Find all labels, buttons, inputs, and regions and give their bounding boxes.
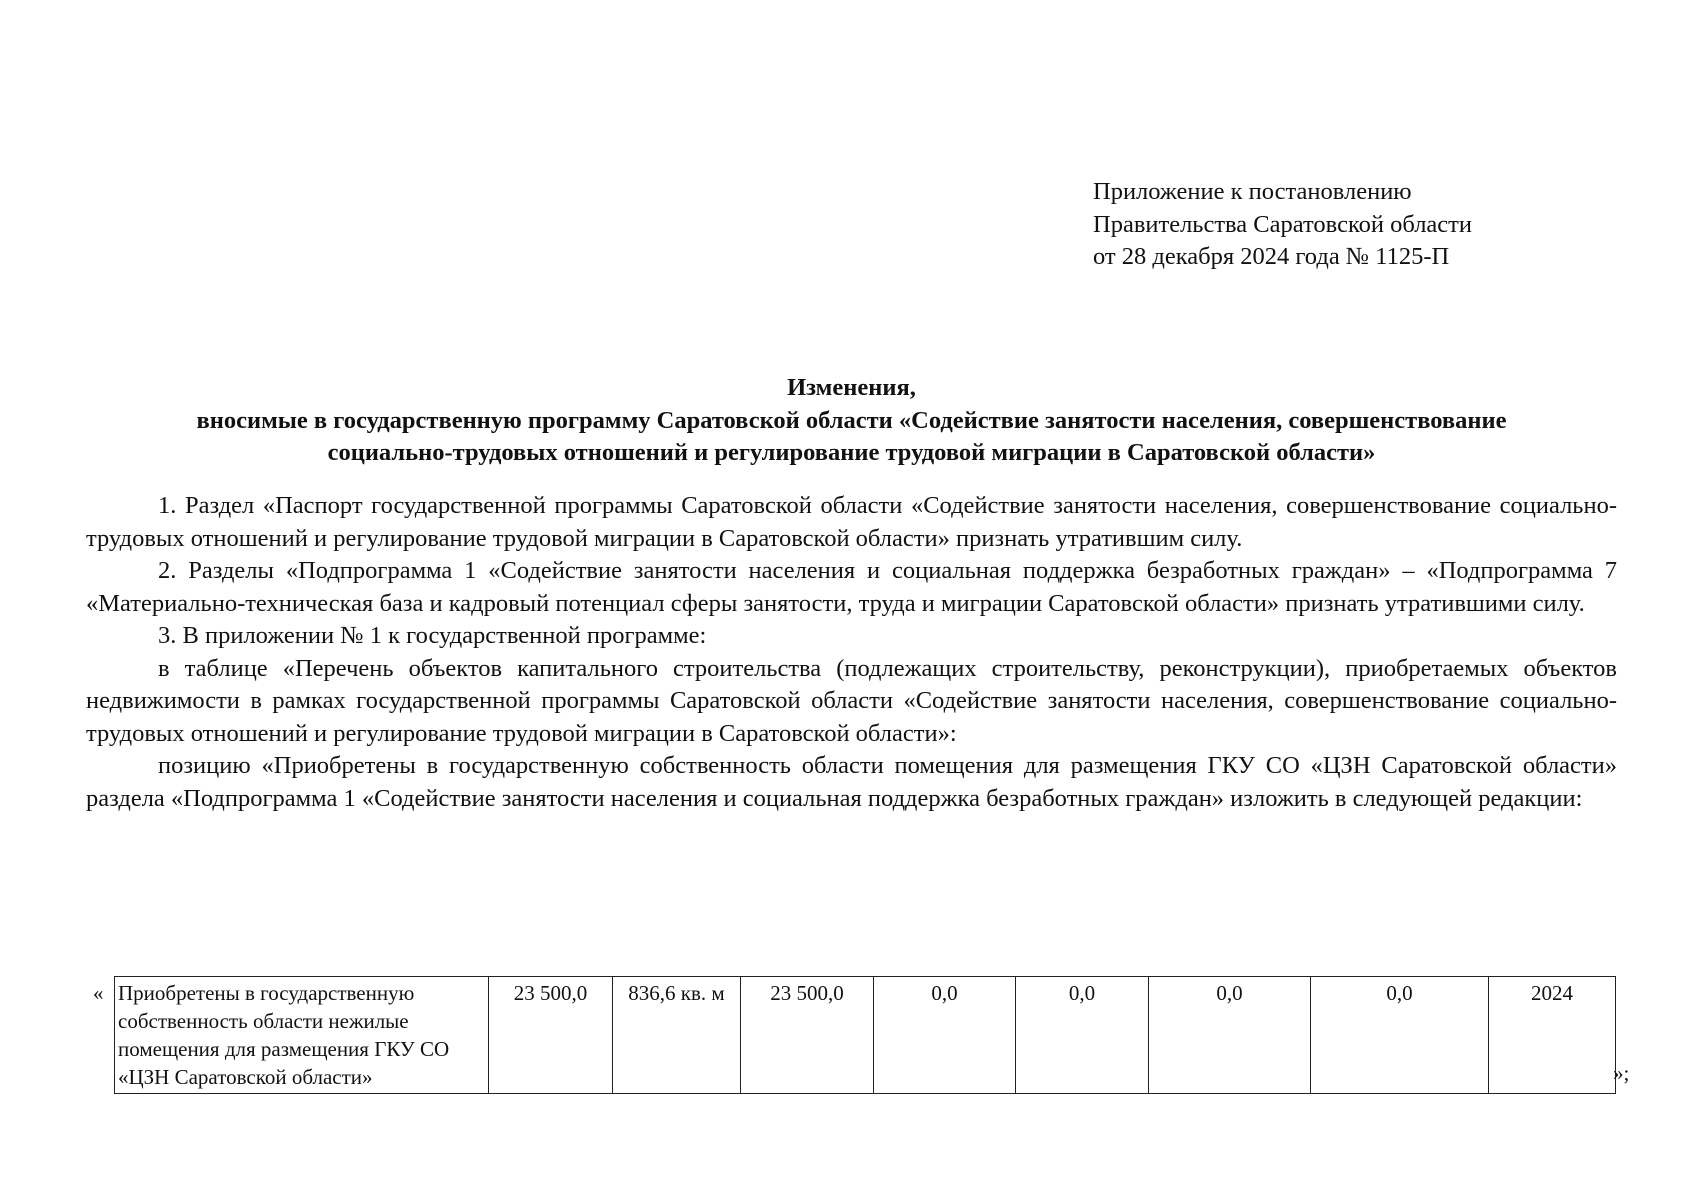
title-line-2: вносимые в государственную программу Саратовской области «Содействие занятости населения, совершенствование — [196, 406, 1507, 434]
cell-value-6: 0,0 — [1311, 977, 1489, 1094]
title-line-3: социально-трудовых отношений и регулирование трудовой миграции в Саратовской области» — [327, 439, 1376, 466]
appendix-header — [1093, 176, 1472, 274]
paragraph-2: 2. Разделы «Подпрограмма 1 «Содействие занятости населения и социальная поддержка безработных граждан» – «Подпрограмма 7 «Материально-техническая база и кадровый потенциал сферы занятости, труда и миграции Саратовской области» признать утратившими силу. — [86, 557, 1617, 617]
document-body — [86, 490, 1617, 815]
appendix-line-2: Правительства Саратовской области — [1093, 210, 1472, 238]
appendix-line-1: Приложение к постановлению — [1093, 178, 1412, 205]
position-table — [114, 976, 1616, 1094]
paragraph-5: позицию «Приобретены в государственную собственность области помещения для размещения ГКУ СО «ЦЗН Саратовской области» раздела «Подпрограмма 1 «Содействие занятости населения и социальная поддержка безработных граждан» изложить в следующей редакции: — [86, 752, 1617, 812]
cell-area: 836,6 кв. м — [613, 977, 741, 1094]
table-open-quote: « — [93, 981, 104, 1005]
cell-object-name: Приобретены в государственную собственность области нежилые помещения для размещения ГКУ СО «ЦЗН Саратовской области» — [115, 977, 489, 1094]
cell-value-2: 23 500,0 — [741, 977, 874, 1094]
paragraph-3: 3. В приложении № 1 к государственной программе: — [158, 622, 707, 649]
title-line-1: Изменения, — [787, 374, 916, 401]
document-title — [86, 372, 1617, 470]
appendix-line-3: от 28 декабря 2024 года № 1125-П — [1093, 243, 1450, 270]
cell-value-4: 0,0 — [1016, 977, 1149, 1094]
cell-value-3: 0,0 — [874, 977, 1016, 1094]
table-close-quote: »; — [1613, 1061, 1630, 1085]
paragraph-4: в таблице «Перечень объектов капитального строительства (подлежащих строительству, реконструкции), приобретаемых объектов недвижимости в рамках государственной программы Саратовской области «Содействие занятости населения, совершенствование социально-трудовых отношений и регулирование трудовой миграции в Саратовской области»: — [86, 654, 1617, 747]
table-row — [115, 977, 1616, 1094]
paragraph-1: 1. Раздел «Паспорт государственной программы Саратовской области «Содействие занятости населения, совершенствование социально-трудовых отношений и регулирование трудовой миграции в Саратовской области» признать утратившим силу. — [86, 492, 1617, 552]
cell-value-5: 0,0 — [1149, 977, 1311, 1094]
cell-value-1: 23 500,0 — [489, 977, 613, 1094]
cell-year: 2024 — [1489, 977, 1616, 1094]
